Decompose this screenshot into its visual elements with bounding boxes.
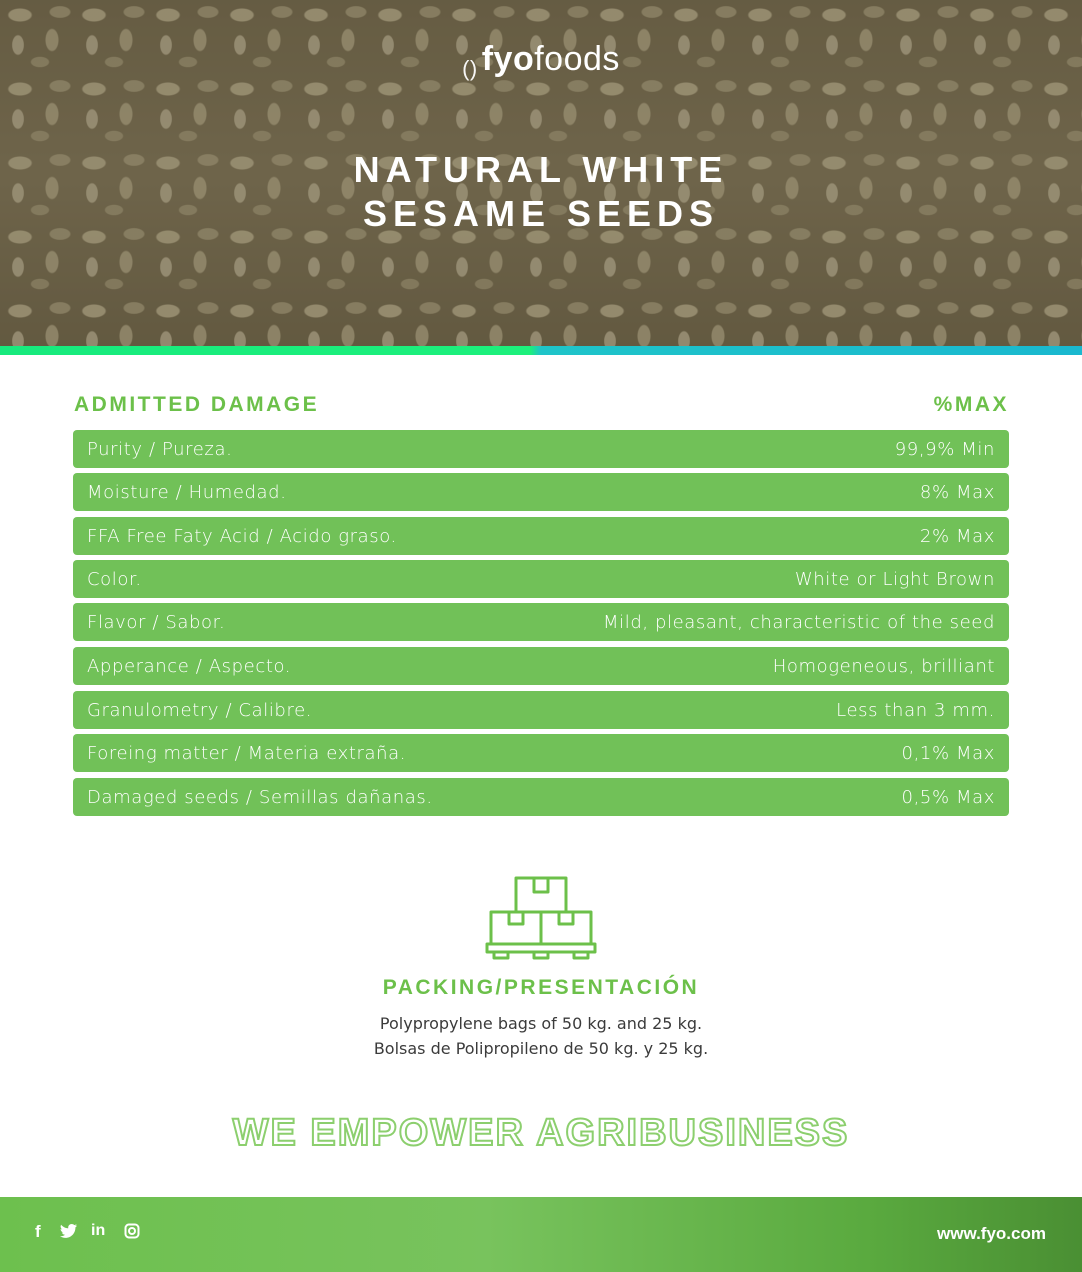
logo-mark: () — [462, 56, 478, 81]
spec-row-purity — [73, 430, 1009, 468]
spec-label: Flavor / Sabor. — [87, 612, 226, 633]
spec-value: 0,5% Max — [901, 787, 995, 808]
logo-bold: fyo — [481, 40, 535, 78]
spec-header — [74, 393, 1009, 419]
instagram-icon[interactable] — [124, 1223, 140, 1239]
spec-value: Less than 3 mm. — [836, 700, 995, 721]
packing-line-en: Polypropylene bags of 50 kg. and 25 kg. — [379, 1014, 703, 1033]
spec-label: Color. — [87, 569, 142, 590]
packing-line-es: Bolsas de Polipropileno de 50 kg. y 25 kg. — [373, 1039, 709, 1058]
spec-label: Moisture / Humedad. — [87, 482, 287, 503]
spec-value: Mild, pleasant, characteristic of the seed — [603, 612, 995, 633]
product-title — [0, 148, 1082, 236]
spec-row-damaged-seeds — [73, 778, 1009, 816]
logo-light: foods — [534, 40, 620, 78]
spec-label: Apperance / Aspecto. — [87, 656, 292, 677]
footer — [0, 1197, 1082, 1272]
website-link[interactable]: www.fyo.com — [937, 1224, 1046, 1243]
spec-row-ffa — [73, 517, 1009, 555]
boxes-on-pallet-icon — [484, 874, 598, 962]
twitter-icon[interactable] — [60, 1223, 78, 1239]
spec-header-left: ADMITTED DAMAGE — [74, 393, 320, 416]
spec-label: Foreing matter / Materia extraña. — [87, 743, 407, 764]
spec-value: White or Light Brown — [794, 569, 995, 590]
accent-bar — [0, 346, 1082, 355]
brand-logo — [0, 40, 1082, 82]
spec-value: 2% Max — [919, 526, 995, 547]
slogan: WE EMPOWER AGRIBUSINESS — [232, 1112, 850, 1154]
spec-label: FFA Free Faty Acid / Acido graso. — [87, 526, 397, 547]
spec-label: Damaged seeds / Semillas dañanas. — [87, 787, 433, 808]
facebook-icon[interactable]: f — [35, 1222, 41, 1241]
spec-value: 99,9% Min — [894, 439, 995, 460]
spec-row-foreign-matter — [73, 734, 1009, 772]
product-title-line2: SESAME SEEDS — [362, 193, 720, 234]
spec-value: 0,1% Max — [901, 743, 995, 764]
spec-row-appearance — [73, 647, 1009, 685]
spec-header-right: %MAX — [933, 393, 1009, 416]
spec-value: Homogeneous, brilliant — [772, 656, 995, 677]
spec-row-color — [73, 560, 1009, 598]
spec-row-granulometry — [73, 691, 1009, 729]
spec-row-moisture — [73, 473, 1009, 511]
linkedin-icon[interactable]: in — [91, 1222, 106, 1239]
packing-title: PACKING/PRESENTACIÓN — [382, 976, 700, 999]
spec-value: 8% Max — [919, 482, 995, 503]
product-title-line1: NATURAL WHITE — [353, 149, 729, 190]
spec-label: Purity / Pureza. — [87, 439, 233, 460]
spec-label: Granulometry / Calibre. — [87, 700, 313, 721]
spec-row-flavor — [73, 603, 1009, 641]
